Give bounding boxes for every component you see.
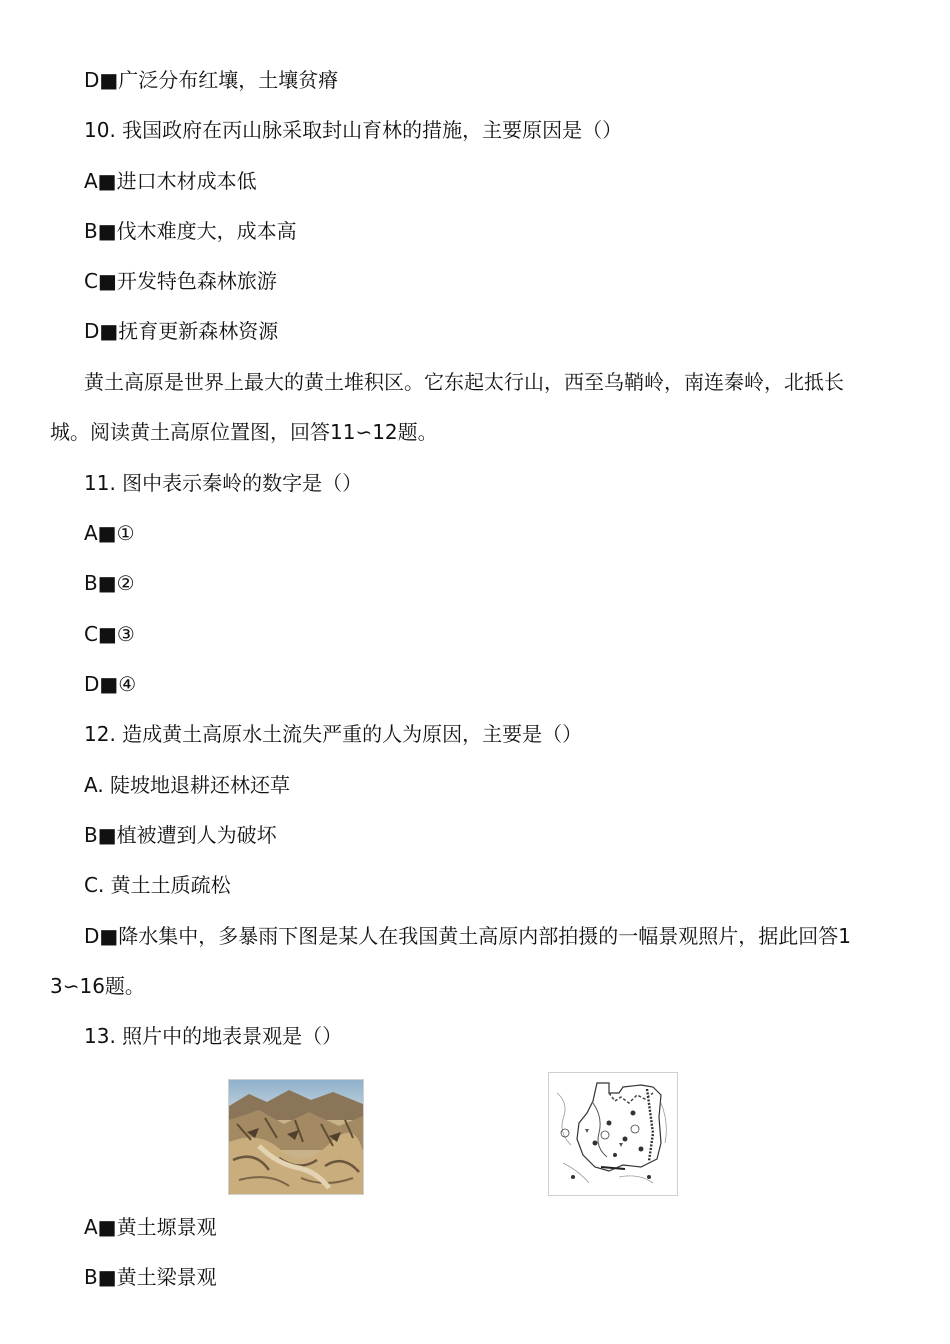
- passage-loess-plateau-cont: 城。阅读黄土高原位置图，回答11∽12题。: [50, 420, 438, 444]
- passage-loess-plateau: 黄土高原是世界上最大的黄土堆积区。它东起太行山，西至乌鞘岭，南连秦岭，北抵长: [84, 370, 844, 394]
- q12-option-d: D■降水集中，多暴雨下图是某人在我国黄土高原内部拍摄的一幅景观照片，据此回答1: [84, 924, 852, 948]
- q10-option-a: A■进口木材成本低: [84, 169, 257, 193]
- q9-option-d: D■广泛分布红壤，土壤贫瘠: [84, 68, 339, 92]
- q13-option-b: B■黄土梁景观: [84, 1265, 217, 1289]
- q10-option-b: B■伐木难度大，成本高: [84, 219, 297, 243]
- q11-option-c: C■③: [84, 622, 135, 646]
- q10-stem: 10. 我国政府在丙山脉采取封山育林的措施，主要原因是（）: [84, 118, 623, 142]
- landscape-photo-image: [229, 1080, 363, 1194]
- q11-stem: 11. 图中表示秦岭的数字是（）: [84, 471, 363, 495]
- loess-plateau-location-map: [548, 1072, 678, 1196]
- q10-option-c: C■开发特色森林旅游: [84, 269, 277, 293]
- q13-stem: 13. 照片中的地表景观是（）: [84, 1024, 343, 1048]
- landscape-photo: [228, 1079, 364, 1195]
- q11-option-d: D■④: [84, 672, 137, 696]
- q11-option-a: A■①: [84, 521, 135, 545]
- location-map-image: [549, 1073, 677, 1195]
- q11-option-b: B■②: [84, 571, 135, 595]
- q12-option-d-cont: 3∽16题。: [50, 974, 145, 998]
- q13-option-a: A■黄土塬景观: [84, 1215, 217, 1239]
- q12-option-b: B■植被遭到人为破坏: [84, 823, 277, 847]
- q10-option-d: D■抚育更新森林资源: [84, 319, 279, 343]
- q12-option-c: C. 黄土土质疏松: [84, 873, 231, 897]
- q12-stem: 12. 造成黄土高原水土流失严重的人为原因，主要是（）: [84, 722, 583, 746]
- q12-option-a: A. 陡坡地退耕还林还草: [84, 773, 291, 797]
